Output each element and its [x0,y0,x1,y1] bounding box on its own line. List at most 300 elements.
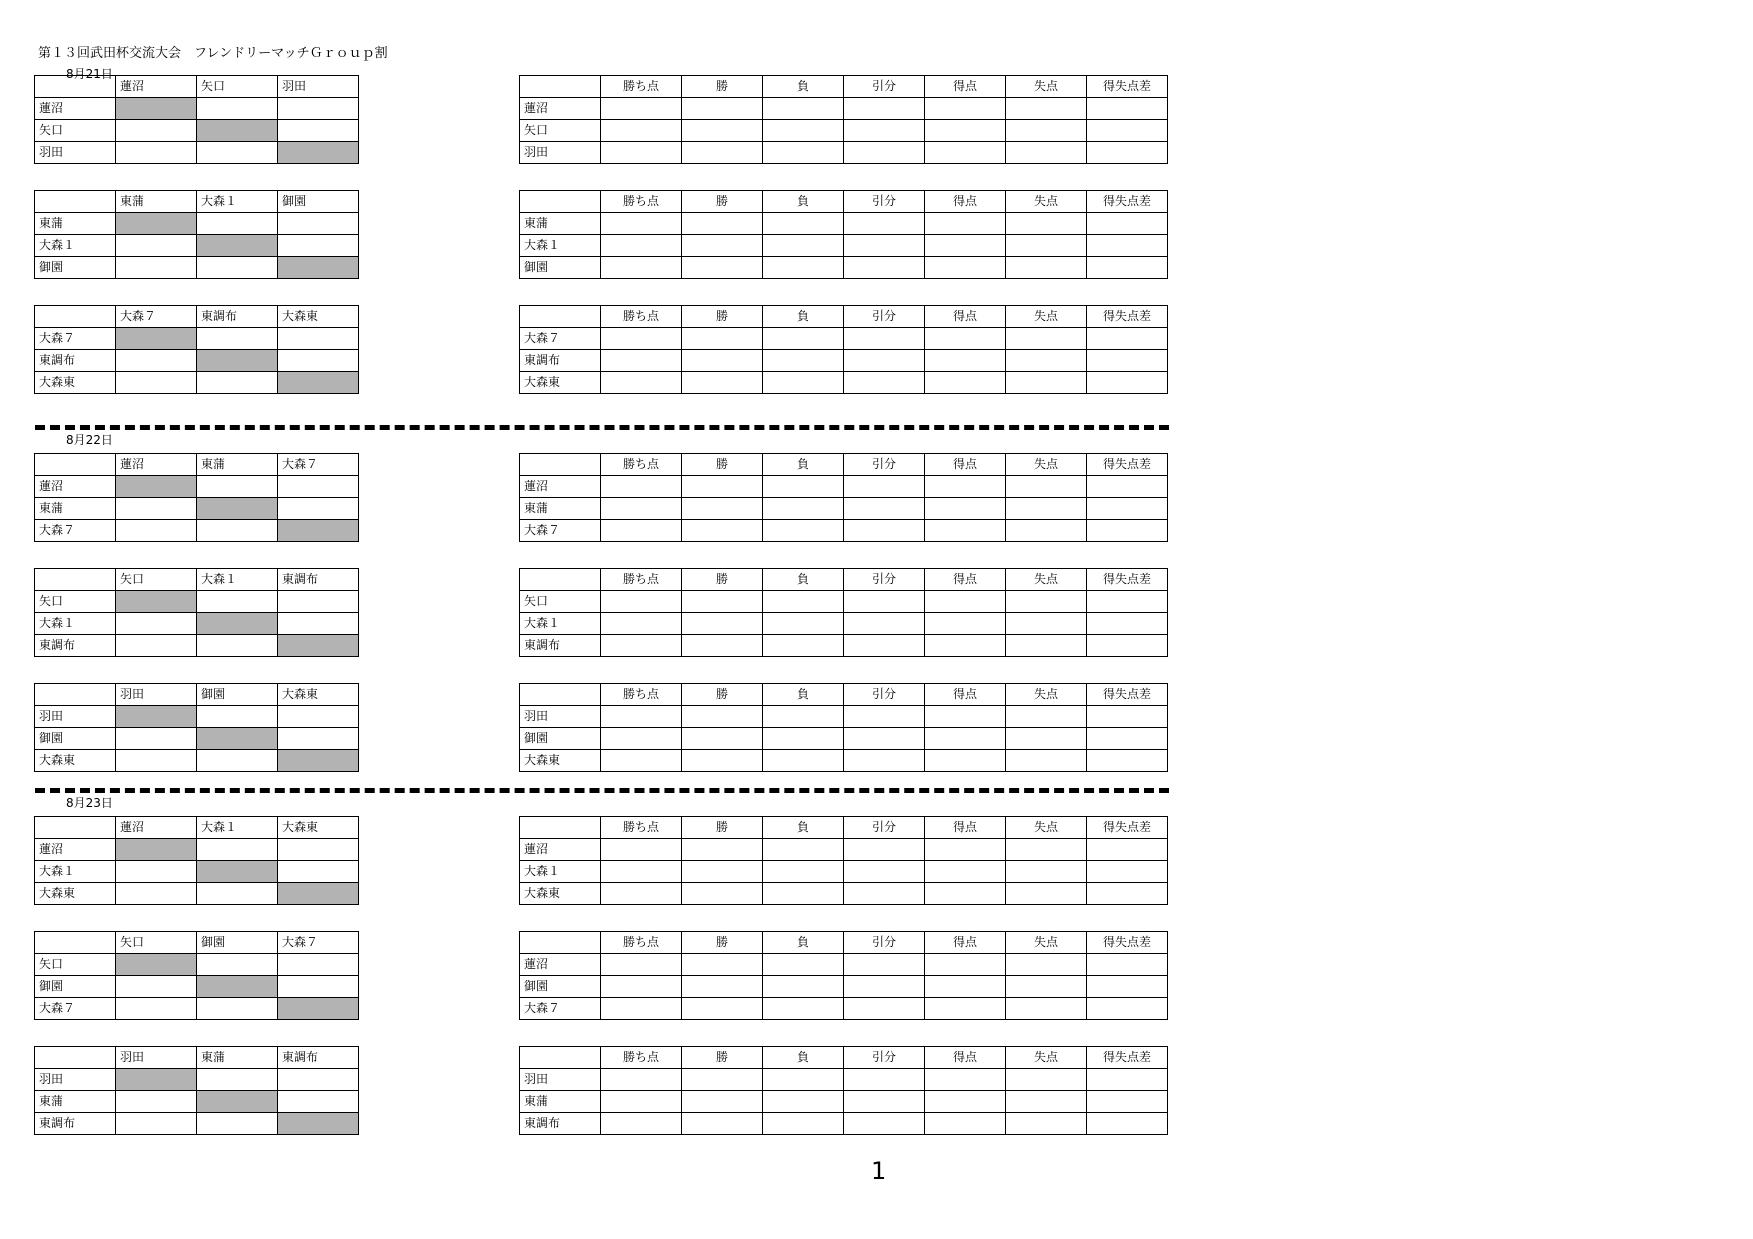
stat-cell [1087,498,1168,520]
standings-column-header: 勝ち点 [601,817,682,839]
blocked-cell [197,861,278,883]
corner-cell [35,932,116,954]
stat-cell [844,213,925,235]
stat-cell [763,372,844,394]
table-row [520,954,1168,976]
team-column-header: 蓮沼 [116,76,197,98]
team-column-header: 大森東 [278,306,359,328]
standings-column-header: 得点 [925,454,1006,476]
team-row-header: 東蒲 [520,498,601,520]
stat-cell [844,839,925,861]
table-header-row [35,454,359,476]
stat-cell [682,350,763,372]
stat-cell [601,328,682,350]
stat-cell [844,883,925,905]
team-column-header: 大森１ [197,191,278,213]
corner-cell [35,306,116,328]
stat-cell [1006,350,1087,372]
stat-cell [601,257,682,279]
stat-cell [844,706,925,728]
table-row [520,706,1168,728]
score-cell [116,1091,197,1113]
stat-cell [601,976,682,998]
standings-column-header: 引分 [844,817,925,839]
team-row-header: 矢口 [520,120,601,142]
stat-cell [844,635,925,657]
table-row [520,1091,1168,1113]
score-cell [116,372,197,394]
team-row-header: 矢口 [35,591,116,613]
table-header-row [35,306,359,328]
table-row [520,1113,1168,1135]
stat-cell [1087,883,1168,905]
standings-column-header: 勝 [682,1047,763,1069]
standings-column-header: 引分 [844,76,925,98]
stat-cell [925,613,1006,635]
blocked-cell [116,98,197,120]
score-cell [116,976,197,998]
stat-cell [844,350,925,372]
standings-column-header: 勝ち点 [601,76,682,98]
table-row [520,1069,1168,1091]
stat-cell [1006,750,1087,772]
stat-cell [1006,728,1087,750]
score-cell [116,257,197,279]
standings-column-header: 引分 [844,454,925,476]
score-cell [116,998,197,1020]
round-robin-table [34,1046,359,1135]
blocked-cell [197,350,278,372]
score-cell [116,235,197,257]
table-row [520,142,1168,164]
score-cell [197,328,278,350]
table-header-row [520,306,1168,328]
table-row [35,235,359,257]
page-title: 第１３回武田杯交流大会 フレンドリーマッチＧｒｏｕｐ割 [38,46,388,61]
standings-column-header: 引分 [844,932,925,954]
stat-cell [682,498,763,520]
standings-column-header: 得点 [925,306,1006,328]
stat-cell [682,372,763,394]
stat-cell [1006,476,1087,498]
stat-cell [1087,998,1168,1020]
corner-cell [35,76,116,98]
stat-cell [844,1113,925,1135]
team-row-header: 大森東 [520,750,601,772]
table-row [520,498,1168,520]
team-row-header: 大森７ [35,328,116,350]
stat-cell [682,120,763,142]
standings-column-header: 負 [763,306,844,328]
table-row [520,635,1168,657]
table-row [520,976,1168,998]
team-row-header: 大森７ [520,328,601,350]
stat-cell [1006,706,1087,728]
score-cell [278,328,359,350]
stat-cell [1087,142,1168,164]
stat-cell [601,635,682,657]
standings-column-header: 負 [763,932,844,954]
team-row-header: 東蒲 [35,498,116,520]
score-cell [197,591,278,613]
standings-table [519,931,1168,1020]
round-robin-table [34,931,359,1020]
team-column-header: 大森７ [278,932,359,954]
stat-cell [925,861,1006,883]
team-row-header: 大森１ [35,861,116,883]
table-header-row [520,191,1168,213]
blocked-cell [278,1113,359,1135]
team-row-header: 大森７ [520,520,601,542]
standings-column-header: 得点 [925,817,1006,839]
stat-cell [1006,861,1087,883]
standings-column-header: 負 [763,191,844,213]
team-row-header: 蓮沼 [520,954,601,976]
table-row [35,954,359,976]
team-column-header: 矢口 [197,76,278,98]
stat-cell [682,613,763,635]
stat-cell [682,1113,763,1135]
standings-column-header: 勝 [682,932,763,954]
team-row-header: 矢口 [35,954,116,976]
table-row [35,350,359,372]
score-cell [197,954,278,976]
team-row-header: 大森１ [520,613,601,635]
standings-column-header: 勝ち点 [601,932,682,954]
stat-cell [925,750,1006,772]
table-header-row [520,454,1168,476]
score-cell [197,750,278,772]
score-cell [197,883,278,905]
score-cell [278,98,359,120]
team-column-header: 東調布 [278,569,359,591]
date-label: 8月23日 [66,796,113,810]
team-row-header: 御園 [520,976,601,998]
stat-cell [601,1069,682,1091]
standings-column-header: 負 [763,76,844,98]
score-cell [197,257,278,279]
stat-cell [1087,861,1168,883]
stat-cell [1087,750,1168,772]
standings-column-header: 得失点差 [1087,817,1168,839]
team-row-header: 蓮沼 [520,839,601,861]
corner-cell [35,1047,116,1069]
team-column-header: 大森７ [116,306,197,328]
score-cell [278,976,359,998]
stat-cell [601,750,682,772]
stat-cell [601,728,682,750]
score-cell [197,476,278,498]
blocked-cell [116,1069,197,1091]
stat-cell [925,706,1006,728]
score-cell [197,520,278,542]
stat-cell [925,976,1006,998]
blocked-cell [278,372,359,394]
stat-cell [763,476,844,498]
team-row-header: 羽田 [35,706,116,728]
stat-cell [925,728,1006,750]
standings-column-header: 勝 [682,306,763,328]
stat-cell [1087,728,1168,750]
corner-cell [520,1047,601,1069]
standings-column-header: 勝ち点 [601,684,682,706]
stat-cell [844,591,925,613]
standings-column-header: 失点 [1006,684,1087,706]
standings-column-header: 得失点差 [1087,191,1168,213]
stat-cell [763,520,844,542]
team-row-header: 御園 [35,257,116,279]
stat-cell [601,213,682,235]
standings-column-header: 引分 [844,1047,925,1069]
stat-cell [1087,520,1168,542]
stat-cell [844,861,925,883]
score-cell [278,613,359,635]
table-header-row [35,1047,359,1069]
table-row [520,98,1168,120]
stat-cell [682,839,763,861]
round-robin-table [34,305,359,394]
stat-cell [1006,328,1087,350]
stat-cell [601,883,682,905]
blocked-cell [278,257,359,279]
corner-cell [35,454,116,476]
standings-column-header: 勝ち点 [601,569,682,591]
stat-cell [601,1113,682,1135]
team-column-header: 東調布 [197,306,278,328]
stat-cell [1006,498,1087,520]
stat-cell [682,520,763,542]
table-row [35,372,359,394]
standings-column-header: 引分 [844,569,925,591]
stat-cell [925,98,1006,120]
stat-cell [601,839,682,861]
blocked-cell [116,476,197,498]
stat-cell [925,476,1006,498]
blocked-cell [116,213,197,235]
day-separator [35,788,1169,793]
round-robin-table [34,453,359,542]
stat-cell [925,998,1006,1020]
standings-column-header: 得失点差 [1087,76,1168,98]
team-row-header: 東蒲 [35,1091,116,1113]
standings-table [519,75,1168,164]
stat-cell [763,350,844,372]
stat-cell [1087,591,1168,613]
team-row-header: 御園 [35,976,116,998]
stat-cell [763,1069,844,1091]
stat-cell [1006,591,1087,613]
standings-column-header: 勝 [682,454,763,476]
team-column-header: 蓮沼 [116,817,197,839]
standings-table [519,568,1168,657]
stat-cell [844,98,925,120]
blocked-cell [278,750,359,772]
stat-cell [1006,213,1087,235]
team-row-header: 蓮沼 [35,839,116,861]
stat-cell [1087,613,1168,635]
stat-cell [682,954,763,976]
stat-cell [763,998,844,1020]
team-row-header: 東調布 [520,635,601,657]
stat-cell [601,120,682,142]
team-row-header: 羽田 [520,1069,601,1091]
standings-column-header: 失点 [1006,454,1087,476]
corner-cell [35,817,116,839]
team-column-header: 矢口 [116,932,197,954]
stat-cell [1087,372,1168,394]
corner-cell [35,684,116,706]
score-cell [197,1069,278,1091]
table-row [35,476,359,498]
stat-cell [601,1091,682,1113]
standings-column-header: 引分 [844,684,925,706]
stat-cell [763,257,844,279]
stat-cell [925,498,1006,520]
score-cell [197,998,278,1020]
stat-cell [682,1069,763,1091]
stat-cell [844,498,925,520]
score-cell [116,1113,197,1135]
table-row [520,861,1168,883]
stat-cell [682,635,763,657]
stat-cell [601,591,682,613]
stat-cell [844,750,925,772]
blocked-cell [116,591,197,613]
stat-cell [1087,328,1168,350]
table-row [35,1113,359,1135]
corner-cell [520,932,601,954]
table-row [35,328,359,350]
standings-column-header: 得失点差 [1087,306,1168,328]
stat-cell [925,1069,1006,1091]
team-row-header: 矢口 [520,591,601,613]
stat-cell [763,613,844,635]
standings-column-header: 勝ち点 [601,1047,682,1069]
stat-cell [1006,1113,1087,1135]
score-cell [197,706,278,728]
standings-column-header: 負 [763,684,844,706]
stat-cell [1087,213,1168,235]
standings-table [519,816,1168,905]
table-row [35,635,359,657]
standings-column-header: 得点 [925,76,1006,98]
stat-cell [763,235,844,257]
team-row-header: 大森東 [35,883,116,905]
team-row-header: 東蒲 [520,213,601,235]
table-row [35,98,359,120]
team-column-header: 羽田 [116,684,197,706]
stat-cell [682,976,763,998]
stat-cell [1006,613,1087,635]
table-row [520,750,1168,772]
standings-column-header: 得点 [925,191,1006,213]
team-column-header: 東蒲 [197,454,278,476]
stat-cell [763,728,844,750]
team-row-header: 羽田 [35,142,116,164]
blocked-cell [278,520,359,542]
stat-cell [601,998,682,1020]
score-cell [116,120,197,142]
table-header-row [35,76,359,98]
table-row [520,350,1168,372]
table-row [520,520,1168,542]
standings-column-header: 勝ち点 [601,306,682,328]
blocked-cell [278,998,359,1020]
stat-cell [1087,350,1168,372]
stat-cell [601,954,682,976]
team-column-header: 矢口 [116,569,197,591]
score-cell [197,372,278,394]
score-cell [278,728,359,750]
team-column-header: 御園 [197,932,278,954]
corner-cell [520,306,601,328]
team-column-header: 御園 [197,684,278,706]
stat-cell [682,213,763,235]
stat-cell [1087,257,1168,279]
stat-cell [1087,954,1168,976]
team-row-header: 蓮沼 [520,476,601,498]
table-row [520,883,1168,905]
table-row [35,1091,359,1113]
stat-cell [601,613,682,635]
score-cell [197,98,278,120]
blocked-cell [278,883,359,905]
table-row [35,839,359,861]
stat-cell [1006,372,1087,394]
team-row-header: 羽田 [520,706,601,728]
standings-column-header: 勝ち点 [601,454,682,476]
stat-cell [844,613,925,635]
team-row-header: 大森１ [35,235,116,257]
stat-cell [682,98,763,120]
blocked-cell [197,120,278,142]
table-row [35,120,359,142]
standings-column-header: 失点 [1006,191,1087,213]
stat-cell [925,954,1006,976]
score-cell [197,142,278,164]
table-row [35,498,359,520]
blocked-cell [197,613,278,635]
stat-cell [763,635,844,657]
stat-cell [1006,142,1087,164]
stat-cell [601,706,682,728]
team-row-header: 御園 [520,257,601,279]
stat-cell [844,257,925,279]
score-cell [278,350,359,372]
team-column-header: 御園 [278,191,359,213]
stat-cell [601,235,682,257]
stat-cell [925,328,1006,350]
blocked-cell [197,728,278,750]
standings-column-header: 勝ち点 [601,191,682,213]
table-row [35,976,359,998]
team-column-header: 東蒲 [197,1047,278,1069]
score-cell [116,498,197,520]
team-row-header: 大森１ [35,613,116,635]
stat-cell [682,861,763,883]
stat-cell [1006,635,1087,657]
standings-column-header: 得失点差 [1087,454,1168,476]
standings-column-header: 負 [763,1047,844,1069]
stat-cell [925,839,1006,861]
stat-cell [1006,1091,1087,1113]
stat-cell [1087,839,1168,861]
stat-cell [601,520,682,542]
score-cell [197,839,278,861]
standings-table [519,453,1168,542]
standings-table [519,305,1168,394]
standings-column-header: 負 [763,569,844,591]
